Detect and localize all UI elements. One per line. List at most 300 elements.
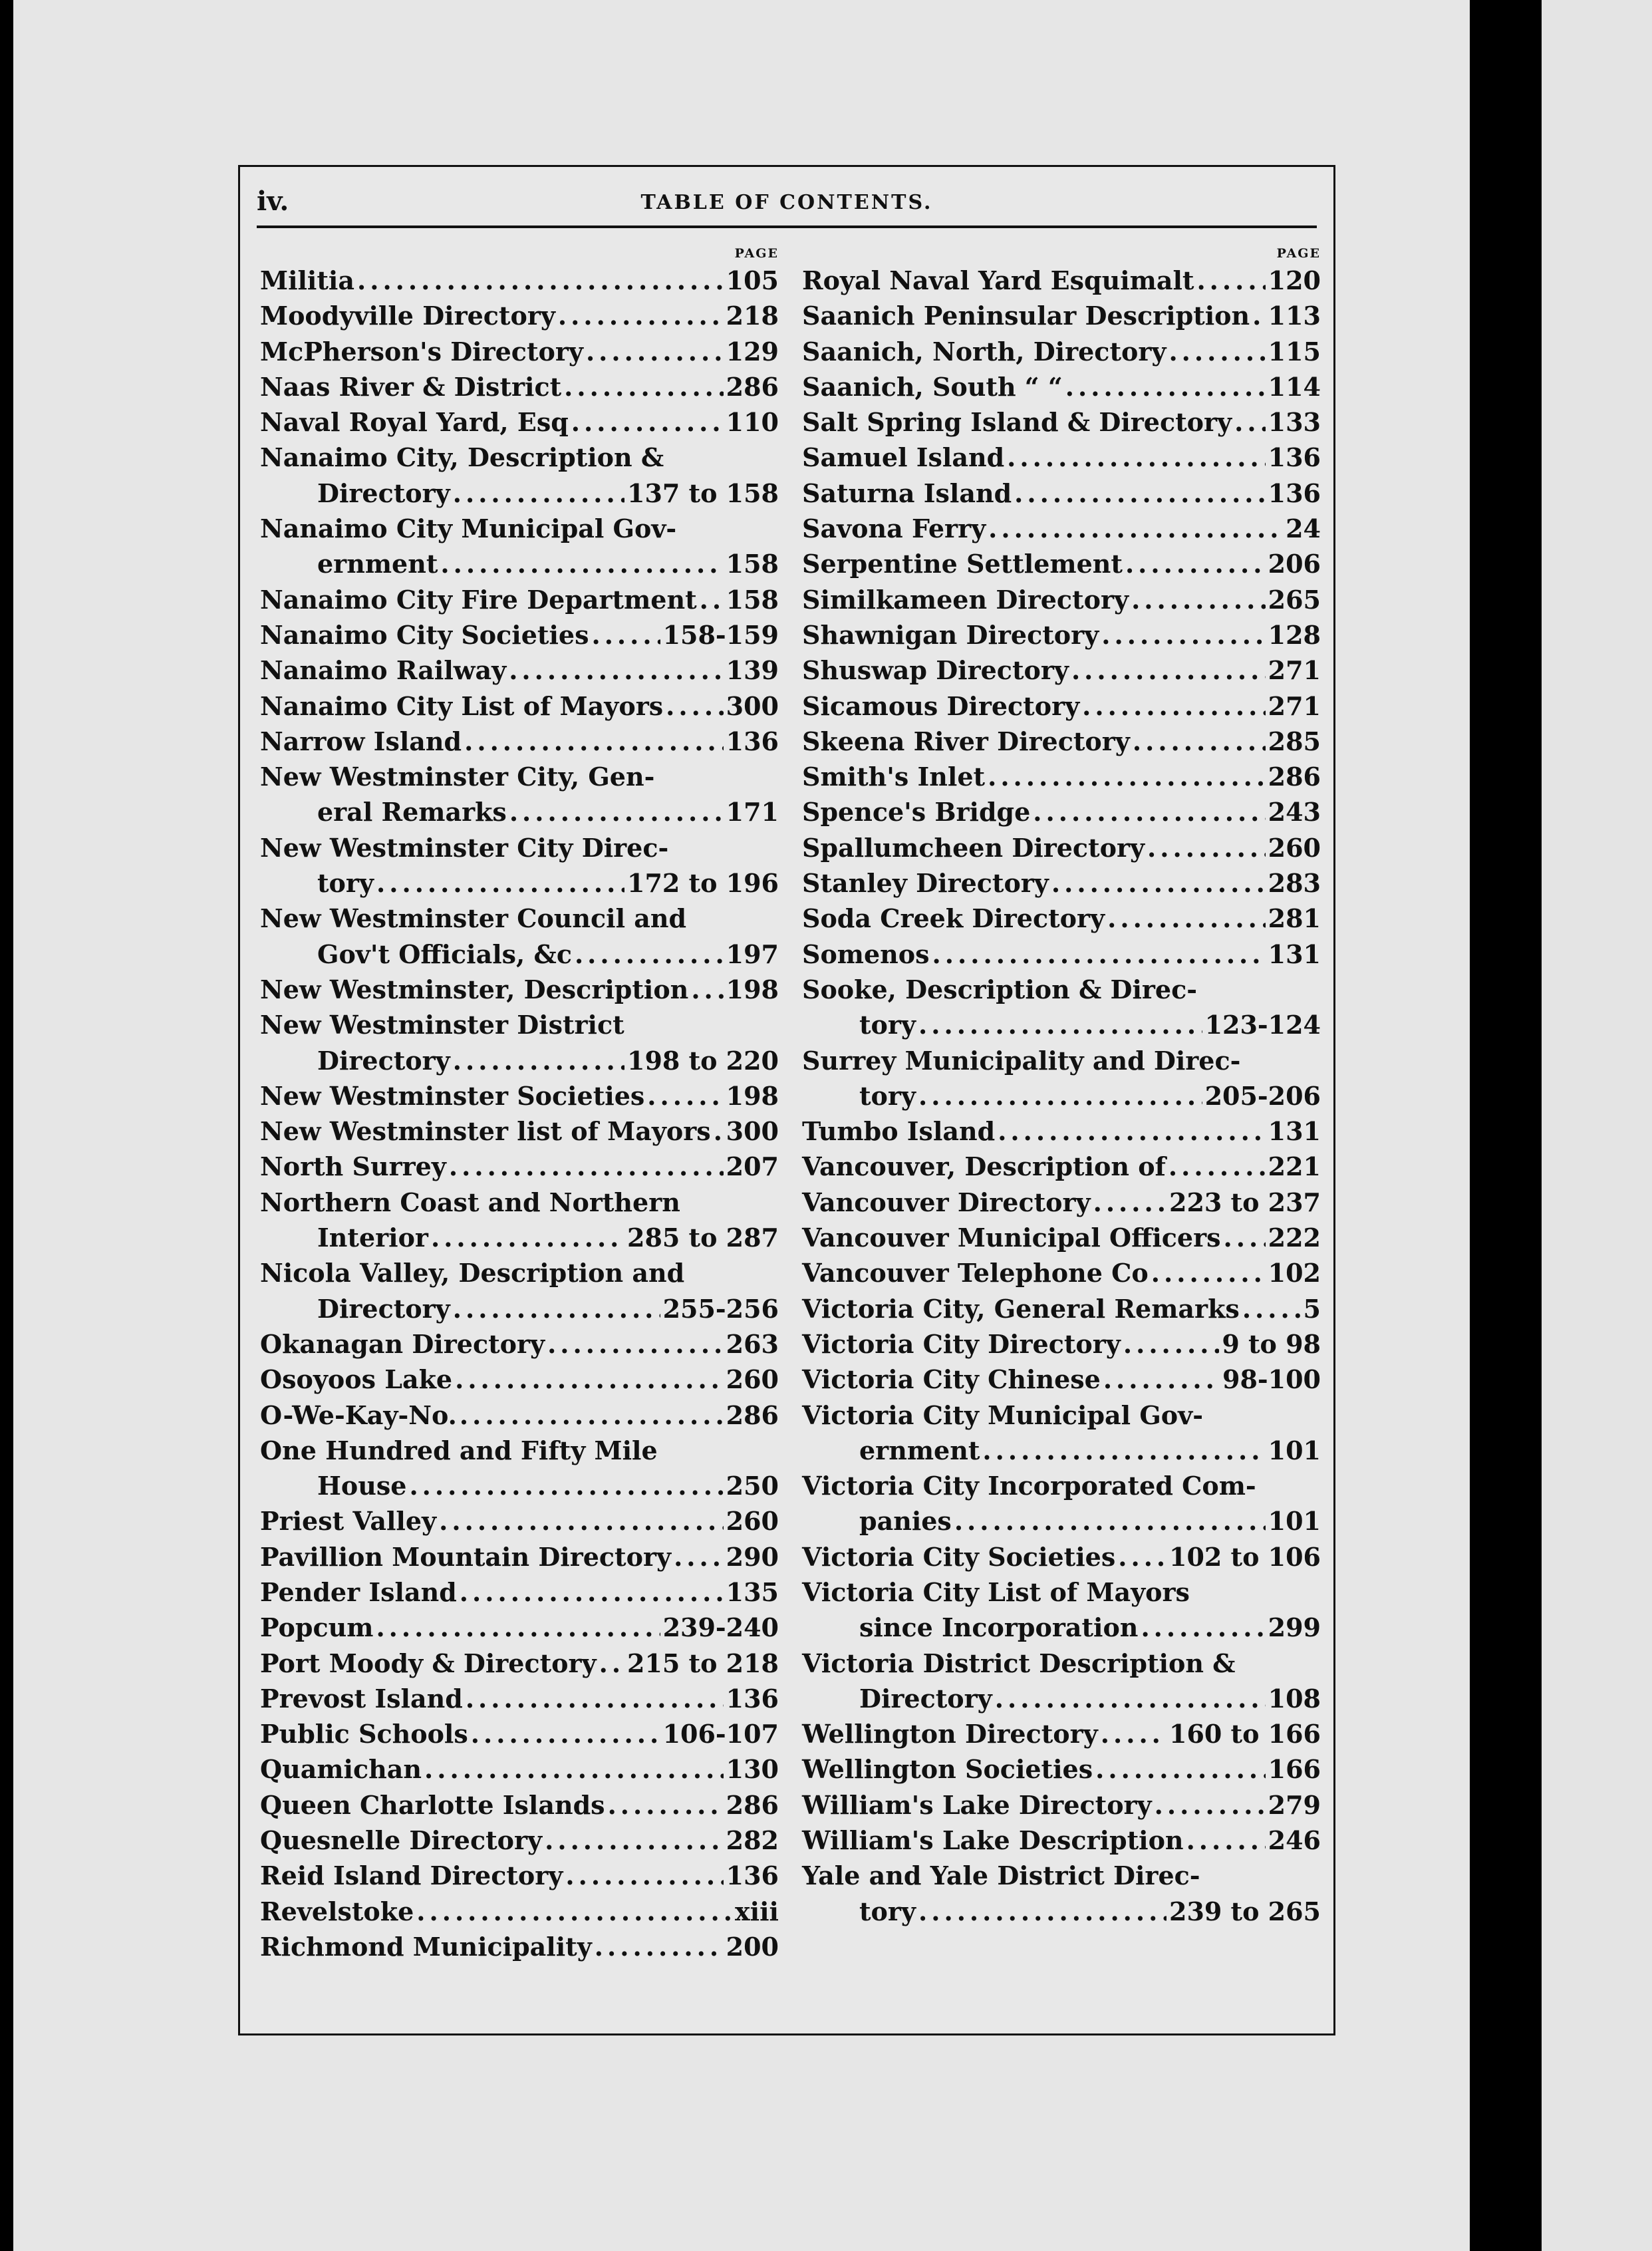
toc-entry-page: xiii — [735, 1896, 779, 1926]
toc-entry — [260, 1468, 779, 1503]
toc-entry-title: Victoria City, General Remarks — [802, 1293, 1240, 1324]
toc-entry — [802, 1433, 1321, 1468]
toc-entry — [802, 440, 1321, 475]
toc-entry — [802, 1681, 1321, 1716]
toc-entry-title: Serpentine Settlement — [802, 549, 1123, 579]
dot-leader — [1186, 1823, 1266, 1858]
toc-entry — [260, 1610, 779, 1645]
toc-entry-page: 300 — [726, 1116, 779, 1147]
toc-entry — [802, 972, 1321, 1007]
toc-entry — [260, 1185, 779, 1220]
toc-entry — [260, 1078, 779, 1114]
dot-leader — [1051, 865, 1266, 901]
toc-entry-title: Directory — [317, 1293, 450, 1324]
dot-leader — [995, 1681, 1266, 1716]
toc-entry-title: Wellington Directory — [802, 1719, 1098, 1749]
toc-entry-page: 250 — [726, 1471, 779, 1501]
dot-leader — [453, 476, 624, 511]
dot-leader — [1033, 794, 1265, 829]
page-number: iv. — [257, 186, 289, 217]
toc-entry-title: Priest Valley — [260, 1506, 437, 1537]
left-column — [260, 244, 779, 1964]
toc-entry — [802, 1149, 1321, 1184]
toc-entry-title: Directory — [317, 478, 450, 508]
toc-entry-page: 282 — [726, 1825, 779, 1856]
toc-entry — [260, 1539, 779, 1575]
toc-entry-title: New Westminster Societies — [260, 1080, 645, 1111]
dot-leader — [440, 546, 723, 581]
dot-leader — [545, 1823, 724, 1858]
toc-entry-page: 198 to 220 — [627, 1045, 779, 1076]
toc-entry-page: 9 to 98 — [1222, 1328, 1321, 1359]
dot-leader — [1101, 617, 1265, 653]
toc-entry-title: Reid Island Directory — [260, 1861, 563, 1891]
dot-leader — [714, 1114, 724, 1149]
toc-entry-title: Spence's Bridge — [802, 797, 1031, 827]
dot-leader — [1252, 298, 1266, 333]
toc-entry-title: Nanaimo City Fire Department — [260, 584, 697, 615]
toc-entry-title: Smith's Inlet — [802, 762, 986, 792]
dot-leader — [1082, 688, 1266, 724]
toc-entry-title: Okanagan Directory — [260, 1328, 545, 1359]
toc-entry-title: tory — [859, 1896, 916, 1926]
toc-entry-title: eral Remarks — [317, 797, 507, 827]
toc-entry-title: Skeena River Directory — [802, 726, 1130, 756]
toc-entry-page: 136 — [726, 1861, 779, 1891]
toc-entry-title: Sicamous Directory — [802, 690, 1080, 721]
toc-entry — [802, 1114, 1321, 1149]
dot-leader — [1224, 1220, 1266, 1255]
toc-entry — [802, 263, 1321, 298]
dot-leader — [1065, 369, 1266, 404]
toc-entry — [802, 830, 1321, 865]
toc-entry-page: 286 — [726, 1789, 779, 1820]
toc-entry-title: Vancouver Telephone Co — [802, 1258, 1149, 1288]
toc-entry-title: Vancouver Municipal Officers — [802, 1223, 1221, 1253]
toc-entry-page: 136 — [1268, 478, 1321, 508]
toc-entry-page: 260 — [726, 1506, 779, 1537]
toc-entry-title: Victoria City Incorporated Com- — [802, 1471, 1256, 1501]
dot-leader — [691, 972, 723, 1007]
toc-entry — [802, 1291, 1321, 1326]
toc-entry-page: 123-124 — [1204, 1010, 1321, 1040]
toc-entry-title: New Westminster District — [260, 1010, 624, 1040]
toc-entry-page: 290 — [726, 1541, 779, 1572]
toc-entry-title: Nanaimo City Municipal Gov- — [260, 514, 677, 544]
toc-entry-title: Victoria District Description & — [802, 1648, 1236, 1678]
dot-leader — [431, 1220, 624, 1255]
dot-leader — [471, 1716, 660, 1751]
dot-leader — [460, 1398, 724, 1433]
page-header — [257, 179, 1317, 228]
dot-leader — [954, 1503, 1266, 1539]
toc-entry-title: Quesnelle Directory — [260, 1825, 543, 1856]
dot-leader — [565, 1858, 723, 1893]
toc-entry-page: 106-107 — [662, 1719, 779, 1749]
toc-entry — [802, 1255, 1321, 1290]
toc-entry-title: Royal Naval Yard Esquimalt — [802, 265, 1194, 295]
toc-entry — [802, 1043, 1321, 1078]
toc-entry — [260, 937, 779, 972]
toc-entry — [802, 759, 1321, 794]
toc-entry — [802, 1787, 1321, 1823]
toc-entry-title: Victoria City Societies — [802, 1541, 1116, 1572]
toc-entry — [260, 369, 779, 404]
toc-entry-page: 158 — [726, 584, 779, 615]
dot-leader — [1123, 1326, 1219, 1362]
toc-entry-title: Sooke, Description & Direc- — [802, 974, 1198, 1004]
toc-entry-page: 115 — [1268, 336, 1321, 367]
toc-entry — [260, 901, 779, 936]
toc-entry — [260, 759, 779, 794]
toc-entry-title: Shawnigan Directory — [802, 619, 1099, 650]
toc-entry-title: Spallumcheen Directory — [802, 832, 1145, 863]
toc-entry-title: Nanaimo Railway — [260, 655, 507, 686]
toc-entry — [802, 1610, 1321, 1645]
toc-entry-title: Moodyville Directory — [260, 301, 555, 331]
toc-entry — [802, 1751, 1321, 1787]
dot-leader — [547, 1326, 724, 1362]
toc-entry — [260, 1858, 779, 1893]
toc-entry-page: 271 — [1268, 655, 1321, 686]
toc-entry-title: Somenos — [802, 939, 930, 969]
toc-entry-title: tory — [859, 1080, 916, 1111]
toc-entry — [260, 582, 779, 617]
toc-entry-page: 197 — [726, 939, 779, 969]
toc-entry — [802, 1220, 1321, 1255]
page-frame — [238, 165, 1335, 2035]
dot-leader — [571, 404, 724, 440]
toc-entry — [260, 1929, 779, 1964]
toc-entry-page: 114 — [1268, 371, 1321, 402]
toc-entry-page: 158-159 — [662, 619, 779, 650]
toc-entry — [802, 1398, 1321, 1433]
toc-entry-title: Narrow Island — [260, 726, 462, 756]
toc-entry-title: Nanaimo City, Description & — [260, 442, 664, 473]
toc-entry — [260, 1149, 779, 1184]
toc-entry-title: Pavillion Mountain Directory — [260, 1541, 672, 1572]
toc-entry-page: 128 — [1268, 619, 1321, 650]
toc-entry — [260, 440, 779, 475]
toc-entry — [802, 1646, 1321, 1681]
toc-entry — [260, 1646, 779, 1681]
toc-entry-page: 271 — [1268, 690, 1321, 721]
toc-entry-title: Stanley Directory — [802, 868, 1049, 899]
dot-leader — [1095, 1751, 1266, 1787]
dot-leader — [1155, 1787, 1266, 1823]
dot-leader — [1093, 1185, 1167, 1220]
toc-entry-title: Victoria City List of Mayors — [802, 1576, 1190, 1607]
toc-entry-page: 218 — [726, 301, 779, 331]
dot-leader — [1014, 476, 1266, 511]
dot-leader — [918, 1078, 1202, 1114]
toc-entry — [260, 546, 779, 581]
toc-entry-title: Queen Charlotte Islands — [260, 1789, 605, 1820]
toc-entry — [802, 1575, 1321, 1610]
toc-entry — [260, 1823, 779, 1858]
dot-leader — [1196, 263, 1265, 298]
toc-entry-page: 285 — [1268, 726, 1321, 756]
toc-entry-page: 239 to 265 — [1169, 1896, 1321, 1926]
toc-entry — [260, 1255, 779, 1290]
toc-entry-page: 130 — [726, 1754, 779, 1785]
toc-entry-page: 260 — [726, 1364, 779, 1395]
toc-entry-page: 136 — [726, 726, 779, 756]
toc-entry-title: Gov't Officials, &c — [317, 939, 572, 969]
toc-entry-title: Naval Royal Yard, Esq — [260, 407, 569, 438]
toc-entry-page: 102 — [1268, 1258, 1321, 1288]
dot-leader — [1007, 440, 1266, 475]
toc-entry-page: 286 — [726, 1400, 779, 1430]
toc-entry-page: 136 — [1268, 442, 1321, 473]
dot-leader — [988, 759, 1266, 794]
toc-entry-page: 206 — [1268, 549, 1321, 579]
dot-leader — [357, 263, 724, 298]
toc-entry-page: 222 — [1268, 1223, 1321, 1253]
toc-entry — [260, 1398, 779, 1433]
toc-entry-page: 285 to 287 — [627, 1223, 779, 1253]
toc-entry-title: ernment — [317, 549, 438, 579]
toc-entry-title: Victoria City Municipal Gov- — [802, 1400, 1203, 1430]
toc-entry — [802, 476, 1321, 511]
toc-entry-page: 135 — [726, 1576, 779, 1607]
dot-leader — [1118, 1539, 1167, 1575]
dot-leader — [1131, 582, 1266, 617]
toc-entry-title: New Westminster list of Mayors — [260, 1116, 711, 1147]
toc-entry-page: 158 — [726, 549, 779, 579]
toc-entry — [260, 830, 779, 865]
toc-entry — [802, 1503, 1321, 1539]
adjacent-page-strip — [1542, 0, 1652, 2251]
toc-entry — [802, 369, 1321, 404]
toc-entry-title: Nanaimo City Societies — [260, 619, 589, 650]
toc-entry — [802, 724, 1321, 759]
toc-entry-page: 279 — [1268, 1789, 1321, 1820]
toc-entry-title: Richmond Municipality — [260, 1931, 592, 1962]
dot-leader — [1101, 1716, 1167, 1751]
toc-entry — [260, 865, 779, 901]
toc-entry-page: 24 — [1286, 514, 1321, 544]
dot-leader — [586, 334, 724, 369]
toc-entry-title: Soda Creek Directory — [802, 903, 1105, 934]
dot-leader — [988, 511, 1283, 546]
toc-entry-page: 5 — [1303, 1293, 1321, 1324]
dot-leader — [1103, 1362, 1220, 1397]
dot-leader — [575, 937, 724, 972]
dot-leader — [918, 1894, 1167, 1929]
toc-entry — [260, 1433, 779, 1468]
dot-leader — [1151, 1255, 1266, 1290]
toc-entry-page: 221 — [1268, 1151, 1321, 1182]
toc-entry-page: 243 — [1268, 797, 1321, 827]
toc-entry-title: Victoria City Directory — [802, 1328, 1121, 1359]
toc-entry — [260, 724, 779, 759]
toc-entry-page: 120 — [1268, 265, 1321, 295]
toc-entry — [260, 404, 779, 440]
toc-entry — [260, 1503, 779, 1539]
left-column-heading: PAGE — [734, 246, 779, 261]
toc-entry-title: Directory — [859, 1683, 992, 1714]
toc-entry — [260, 263, 779, 298]
toc-entry-page: 198 — [726, 1080, 779, 1111]
toc-entry-title: Osoyoos Lake — [260, 1364, 453, 1395]
toc-entry — [802, 794, 1321, 829]
toc-entry-page: 215 to 218 — [627, 1648, 779, 1678]
toc-entry-title: Nicola Valley, Description and — [260, 1258, 685, 1288]
toc-entry — [802, 1858, 1321, 1893]
toc-entry-page: 160 to 166 — [1169, 1719, 1321, 1749]
toc-entry — [802, 1007, 1321, 1042]
toc-entry-title: New Westminster, Description — [260, 974, 689, 1004]
right-column-heading: PAGE — [1276, 246, 1321, 261]
toc-entry — [802, 298, 1321, 333]
toc-entry-title: Similkameen Directory — [802, 584, 1129, 615]
toc-entry-page: 260 — [1268, 832, 1321, 863]
toc-entry-page: 113 — [1268, 301, 1321, 331]
toc-entry-title: Tumbo Island — [802, 1116, 996, 1147]
right-column — [802, 244, 1321, 1929]
dot-leader — [918, 1007, 1202, 1042]
toc-entry — [260, 1787, 779, 1823]
toc-entry-page: 263 — [726, 1328, 779, 1359]
toc-entry — [260, 1043, 779, 1078]
dot-leader — [591, 617, 660, 653]
dot-leader — [674, 1539, 724, 1575]
dot-leader — [932, 937, 1266, 972]
toc-entry-title: panies — [859, 1506, 952, 1537]
toc-entry — [802, 1185, 1321, 1220]
toc-entry-title: William's Lake Directory — [802, 1789, 1152, 1820]
toc-entry-page: 198 — [726, 974, 779, 1004]
dot-leader — [416, 1894, 732, 1929]
toc-entry-title: Revelstoke — [260, 1896, 414, 1926]
dot-leader — [453, 1043, 624, 1078]
toc-entry-page: 286 — [726, 371, 779, 402]
toc-entry-title: O-We-Kay-No. — [260, 1400, 457, 1430]
toc-entry — [802, 688, 1321, 724]
toc-entry — [802, 546, 1321, 581]
toc-entry-page: 110 — [726, 407, 779, 438]
toc-entry — [802, 901, 1321, 936]
toc-entry-page: 105 — [726, 265, 779, 295]
toc-entry-page: 166 — [1268, 1754, 1321, 1785]
toc-entry-page: 281 — [1268, 903, 1321, 934]
dot-leader — [1234, 404, 1266, 440]
toc-entry — [260, 972, 779, 1007]
toc-entry — [802, 617, 1321, 653]
toc-entry-page: 101 — [1268, 1506, 1321, 1537]
toc-entry-page: 131 — [1268, 939, 1321, 969]
toc-entry-page: 239-240 — [662, 1612, 779, 1643]
toc-entry — [802, 937, 1321, 972]
toc-entry — [260, 794, 779, 829]
toc-entry-page: 246 — [1268, 1825, 1321, 1856]
toc-entry — [802, 1078, 1321, 1114]
toc-entry — [802, 1326, 1321, 1362]
dot-leader — [1169, 334, 1265, 369]
toc-entry — [802, 1362, 1321, 1397]
toc-entry — [260, 1362, 779, 1397]
toc-entry-page: 102 to 106 — [1169, 1541, 1321, 1572]
dot-leader — [509, 794, 724, 829]
dot-leader — [449, 1149, 724, 1184]
dot-leader — [666, 688, 724, 724]
toc-entry-page: 283 — [1268, 868, 1321, 899]
toc-entry-title: Saturna Island — [802, 478, 1012, 508]
dot-leader — [1133, 724, 1266, 759]
toc-entry-title: One Hundred and Fifty Mile — [260, 1435, 658, 1465]
toc-entry-title: Northern Coast and Northern — [260, 1187, 680, 1217]
toc-entry — [260, 298, 779, 333]
toc-entry — [802, 404, 1321, 440]
toc-entry — [802, 511, 1321, 546]
toc-entry-title: William's Lake Description — [802, 1825, 1184, 1856]
page-title: TABLE OF CONTENTS. — [640, 191, 933, 214]
toc-entry-title: Nanaimo City List of Mayors — [260, 690, 664, 721]
toc-entry — [260, 617, 779, 653]
toc-entry-page: 172 to 196 — [627, 868, 779, 899]
toc-entry-title: since Incorporation — [859, 1612, 1139, 1643]
dot-leader — [608, 1787, 724, 1823]
toc-entry-title: Victoria City Chinese — [802, 1364, 1101, 1395]
dot-leader — [1125, 546, 1266, 581]
toc-entry-title: New Westminster City, Gen- — [260, 762, 655, 792]
toc-entry-title: tory — [317, 868, 374, 899]
toc-entry-page: 255-256 — [662, 1293, 779, 1324]
toc-entry-title: Samuel Island — [802, 442, 1005, 473]
toc-entry-page: 299 — [1268, 1612, 1321, 1643]
dot-leader — [1141, 1610, 1265, 1645]
toc-entry-title: Shuswap Directory — [802, 655, 1069, 686]
toc-entry-page: 223 to 237 — [1169, 1187, 1321, 1217]
dot-leader — [1169, 1149, 1266, 1184]
dot-leader — [982, 1433, 1265, 1468]
dot-leader — [464, 724, 724, 759]
toc-entry-page: 205-206 — [1204, 1080, 1321, 1111]
dot-leader — [595, 1929, 724, 1964]
toc-entry — [260, 1681, 779, 1716]
toc-entry — [802, 653, 1321, 688]
toc-entry — [260, 1751, 779, 1787]
dot-leader — [376, 865, 624, 901]
toc-entry-title: New Westminster City Direc- — [260, 832, 669, 863]
toc-entry — [260, 1716, 779, 1751]
toc-entry-page: 139 — [726, 655, 779, 686]
toc-entry-page: 133 — [1268, 407, 1321, 438]
dot-leader — [1242, 1291, 1301, 1326]
dot-leader — [1071, 653, 1266, 688]
toc-entry-page: 200 — [726, 1931, 779, 1962]
toc-entry — [260, 1114, 779, 1149]
toc-entry-page: 207 — [726, 1151, 779, 1182]
dot-leader — [599, 1646, 624, 1681]
dot-leader — [564, 369, 724, 404]
toc-entry — [802, 334, 1321, 369]
dot-leader — [466, 1681, 724, 1716]
toc-entry-page: 171 — [726, 797, 779, 827]
toc-entry-title: Wellington Societies — [802, 1754, 1093, 1785]
toc-entry-title: Salt Spring Island & Directory — [802, 407, 1232, 438]
toc-entry-title: Vancouver, Description of — [802, 1151, 1166, 1182]
toc-entry-title: North Surrey — [260, 1151, 446, 1182]
toc-entry — [260, 476, 779, 511]
toc-entry-page: 131 — [1268, 1116, 1321, 1147]
toc-entry-title: McPherson's Directory — [260, 336, 583, 367]
toc-entry — [260, 1007, 779, 1042]
toc-entry — [802, 865, 1321, 901]
dot-leader — [700, 582, 724, 617]
dot-leader — [1107, 901, 1266, 936]
